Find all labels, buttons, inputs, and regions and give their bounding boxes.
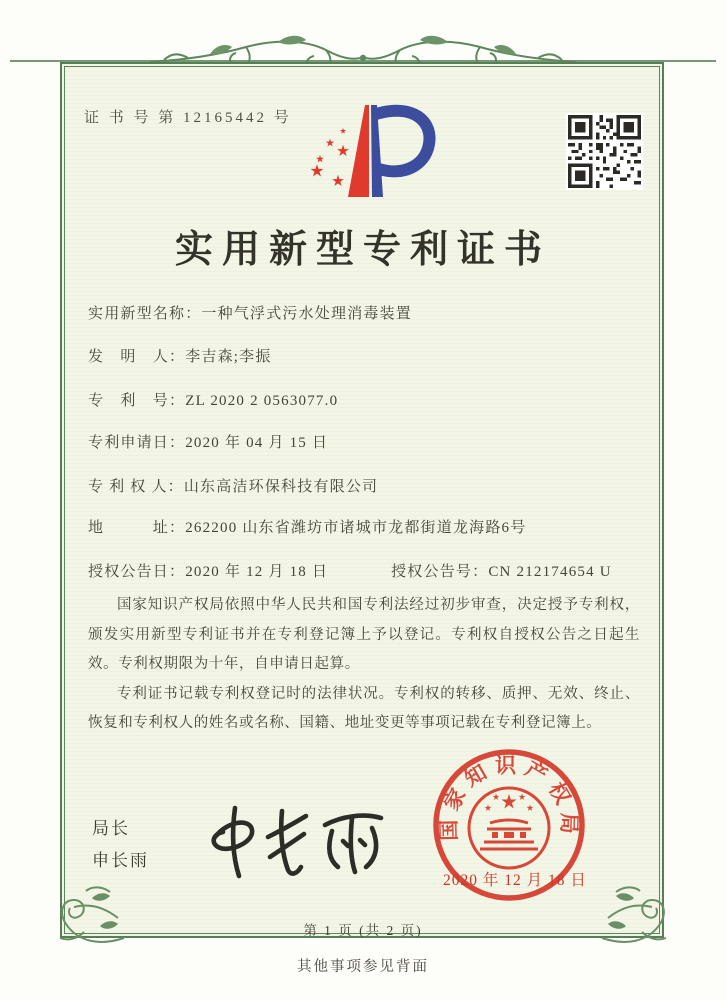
field-address <box>88 516 648 537</box>
legal-text <box>88 591 640 739</box>
field-value: 2020 年 04 月 15 日 <box>185 435 329 451</box>
seal-text: 国家知识产权局 <box>436 753 582 841</box>
certificate-number: 证 书 号 第 12165442 号 <box>84 110 292 126</box>
field-value: 一种气浮式污水处理消毒装置 <box>201 306 413 322</box>
field-label: 专 利 号： <box>88 393 186 409</box>
bottom-right-flourish-ornament <box>600 878 674 952</box>
legal-paragraph-2: 专利证书记载专利权登记时的法律状况。专利权的转移、质押、无效、终止、恢复和专利权人的姓名或名称、国籍、地址变更等事项记载在专利登记簿上。 <box>88 685 640 731</box>
certificate-title: 实用新型专利证书 <box>174 229 551 271</box>
cnipa-logo-icon <box>292 103 440 200</box>
grant-date-pair <box>88 564 328 580</box>
field-label: 发 明 人： <box>88 349 186 365</box>
field-label: 授权公告号： <box>391 564 489 580</box>
qr-code <box>566 113 643 190</box>
field-patentee <box>88 475 648 496</box>
director-signature <box>198 796 403 884</box>
field-label: 实用新型名称： <box>88 306 202 322</box>
field-utility-model-name <box>88 302 648 323</box>
field-grant-info <box>88 560 648 581</box>
director-name: 申长雨 <box>92 851 149 870</box>
field-label: 专利申请日： <box>88 435 186 451</box>
field-inventors <box>88 345 648 366</box>
field-label: 地 址： <box>88 520 186 536</box>
grant-number-pair <box>391 564 612 580</box>
field-value: 262200 山东省潍坊市诸城市龙都街道龙海路6号 <box>185 520 527 536</box>
director-title: 局长 <box>92 819 130 838</box>
national-emblem-icon <box>485 793 534 838</box>
field-value: 李吉森;李振 <box>185 349 272 365</box>
field-value: CN 212174654 U <box>488 564 612 580</box>
field-filing-date <box>88 431 648 452</box>
field-value: ZL 2020 2 0563077.0 <box>185 393 339 409</box>
seal-date: 2020 年 12 月 18 日 <box>443 872 587 889</box>
field-label: 专 利 权 人： <box>88 479 184 495</box>
field-label: 授权公告日： <box>88 564 186 580</box>
footer-note: 其他事项参见背面 <box>297 959 429 975</box>
bottom-left-flourish-ornament <box>52 878 126 952</box>
field-patent-number <box>88 389 648 410</box>
field-value: 山东高洁环保科技有限公司 <box>183 479 379 495</box>
page-number: 第 1 页 (共 2 页) <box>303 923 423 938</box>
field-value: 2020 年 12 月 18 日 <box>185 564 329 580</box>
legal-paragraph-1: 国家知识产权局依照中华人民共和国专利法经过初步审查，决定授予专利权，颁发实用新型专利证书并在专利登记簿上予以登记。专利权自授权公告之日起生效。专利权期限为十年，自申请日起算。 <box>88 597 640 672</box>
